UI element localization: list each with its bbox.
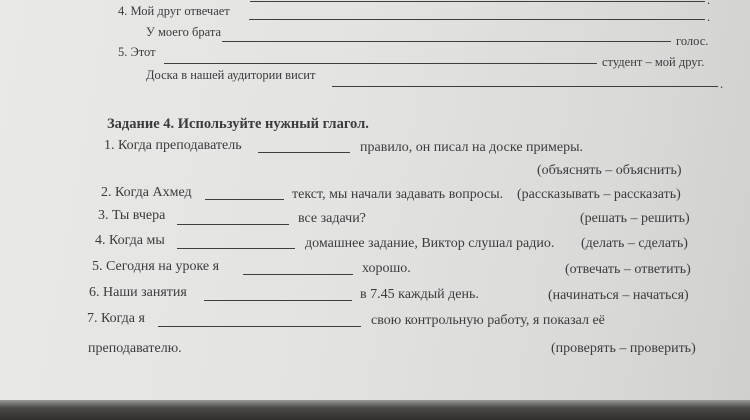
task-item-6-text: 6. Наши занятия <box>89 285 187 300</box>
answer-line <box>222 41 671 42</box>
task-item-1-verbs: (объяснять – объяснить) <box>537 163 682 178</box>
task-item-6-rest: в 7.45 каждый день. <box>360 287 479 302</box>
answer-line <box>332 86 718 87</box>
answer-line <box>164 63 597 64</box>
line-end: . <box>720 77 724 91</box>
task-item-7-rest-continued: преподавателю. <box>88 341 182 356</box>
task-item-4-text: 4. Когда мы <box>95 233 165 248</box>
answer-line <box>204 300 352 301</box>
task-item-3-rest: все задачи? <box>298 211 366 226</box>
task-item-3-verbs: (решать – решить) <box>580 211 690 226</box>
task-item-2-rest: текст, мы начали задавать вопросы. <box>292 187 504 202</box>
task-item-7-verbs: (проверять – проверить) <box>551 341 696 356</box>
page-edge-shadow <box>0 400 750 420</box>
task-item-5-text: 5. Сегодня на уроке я <box>92 259 220 274</box>
line-end: голос. <box>676 34 709 48</box>
answer-line <box>243 274 353 275</box>
task-item-1-rest: правило, он писал на доске примеры. <box>360 140 584 155</box>
task-item-5-verbs: (отвечать – ответить) <box>565 262 691 277</box>
task-item-2-verbs: (рассказывать – рассказать) <box>517 187 681 202</box>
exercise-line-4b: У моего брата <box>146 25 222 39</box>
line-end-dot: . <box>707 0 711 7</box>
answer-line <box>205 199 284 200</box>
task-item-6-verbs: (начинаться – начаться) <box>548 288 689 303</box>
task-item-4-rest: домашнее задание, Виктор слушал радио. <box>305 236 555 251</box>
answer-line <box>258 152 350 153</box>
task-item-2-text: 2. Когда Ахмед <box>101 185 192 200</box>
line-end: студент – мой друг. <box>602 55 705 69</box>
task-item-1-text: 1. Когда преподаватель <box>104 138 242 153</box>
line-end: . <box>707 10 711 24</box>
answer-line <box>177 224 289 225</box>
task-title: Задание 4. Используйте нужный глагол. <box>107 116 369 132</box>
task-item-5-rest: хорошо. <box>362 261 411 276</box>
exercise-line-4: 4. Мой друг отвечает <box>118 4 230 18</box>
exercise-line-5: 5. Этот <box>118 45 156 59</box>
task-item-7-text: 7. Когда я <box>87 311 145 326</box>
answer-line <box>177 248 295 249</box>
task-item-7-rest: свою контрольную работу, я показал её <box>371 313 605 328</box>
task-item-3-text: 3. Ты вчера <box>98 208 166 223</box>
answer-line <box>158 326 361 327</box>
answer-line <box>249 19 705 20</box>
answer-line <box>250 1 705 2</box>
task-item-4-verbs: (делать – сделать) <box>581 236 688 251</box>
exercise-line-5b: Доска в нашей аудитории висит <box>146 68 316 82</box>
